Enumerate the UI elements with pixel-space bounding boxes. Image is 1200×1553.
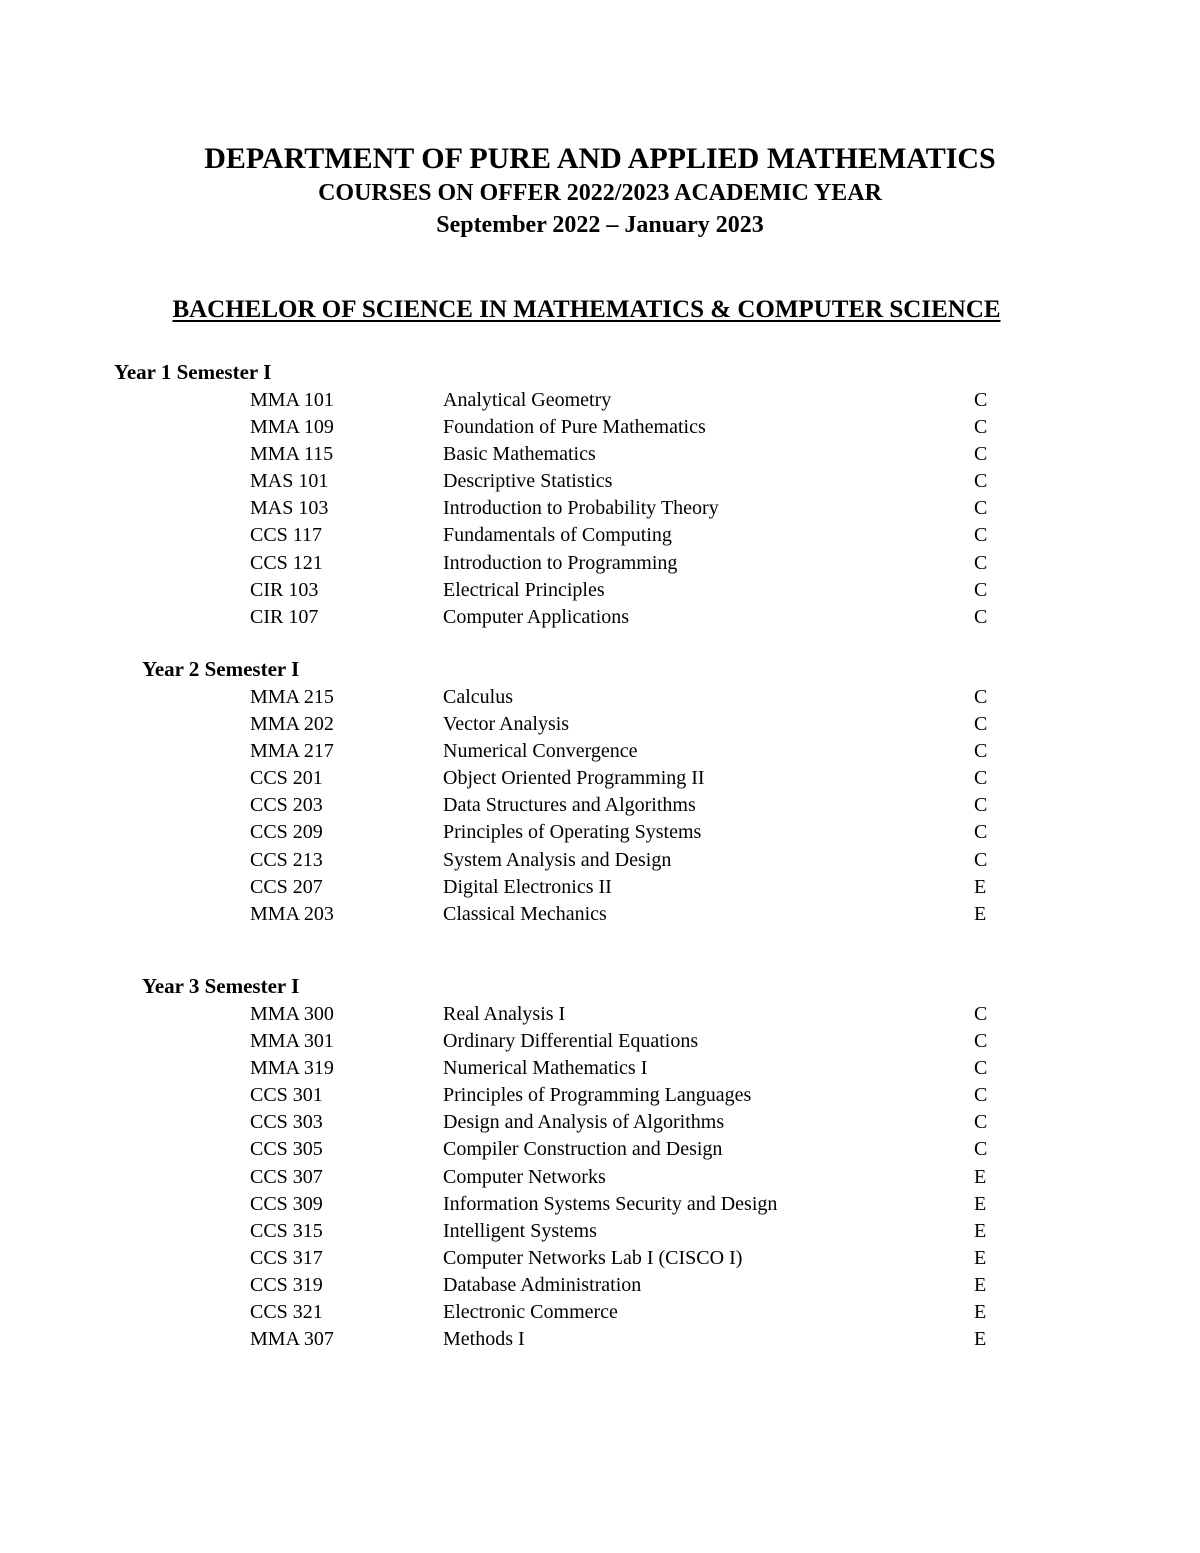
course-title: Foundation of Pure Mathematics (443, 416, 706, 439)
course-row (0, 1082, 1200, 1109)
course-type: C (974, 443, 988, 466)
course-row (0, 604, 1200, 631)
course-type: C (974, 794, 988, 817)
semester-heading: Year 1 Semester I (114, 360, 272, 384)
course-title: Design and Analysis of Algorithms (443, 1111, 725, 1134)
course-title: Computer Networks (443, 1165, 606, 1188)
academic-period: September 2022 – January 2023 (436, 212, 764, 238)
course-code: MMA 202 (250, 713, 334, 736)
course-row (0, 1299, 1200, 1326)
semester-heading: Year 2 Semester I (142, 657, 300, 681)
course-type: E (974, 1301, 987, 1324)
course-title: Introduction to Probability Theory (443, 497, 719, 520)
course-row (0, 1109, 1200, 1136)
course-title: Compiler Construction and Design (443, 1138, 723, 1161)
course-title: Basic Mathematics (443, 443, 596, 466)
course-row (0, 1028, 1200, 1055)
course-list (0, 387, 1200, 631)
course-row (0, 414, 1200, 441)
course-type: C (974, 1003, 988, 1025)
course-type: C (974, 740, 988, 763)
course-type: C (974, 551, 988, 574)
course-code: CCS 207 (250, 875, 323, 898)
course-type: E (974, 1192, 987, 1215)
course-code: MAS 103 (250, 497, 329, 520)
course-row (0, 1164, 1200, 1191)
course-code: CCS 117 (250, 524, 323, 547)
semester-heading: Year 3 Semester I (142, 974, 300, 998)
course-row (0, 522, 1200, 549)
course-title: Vector Analysis (443, 713, 570, 736)
course-code: CCS 319 (250, 1273, 323, 1296)
course-type: E (974, 1273, 987, 1296)
course-title: Object Oriented Programming II (443, 767, 705, 790)
course-code: MMA 203 (250, 902, 334, 925)
course-type: E (974, 1328, 987, 1351)
courses-on-offer-subtitle: COURSES ON OFFER 2022/2023 ACADEMIC YEAR (318, 180, 882, 206)
course-row (0, 1245, 1200, 1272)
course-title: Fundamentals of Computing (443, 524, 672, 547)
course-title: Real Analysis I (443, 1003, 566, 1025)
course-title: Database Administration (443, 1273, 642, 1296)
course-title: Intelligent Systems (443, 1219, 597, 1242)
course-type: C (974, 1138, 988, 1161)
course-code: CCS 203 (250, 794, 323, 817)
course-row (0, 1326, 1200, 1353)
course-row (0, 1001, 1200, 1028)
course-title: Electrical Principles (443, 578, 605, 601)
course-row (0, 495, 1200, 522)
course-row (0, 765, 1200, 792)
course-title: Introduction to Programming (443, 551, 678, 574)
course-row (0, 874, 1200, 901)
course-code: CCS 315 (250, 1219, 323, 1242)
course-title: Information Systems Security and Design (443, 1192, 778, 1215)
course-row (0, 387, 1200, 414)
course-row (0, 441, 1200, 468)
course-title: Principles of Programming Languages (443, 1084, 752, 1107)
course-type: C (974, 821, 988, 844)
course-row (0, 819, 1200, 846)
course-row (0, 1191, 1200, 1218)
course-code: MMA 101 (250, 389, 334, 411)
course-type: E (974, 1165, 987, 1188)
course-title: Computer Networks Lab I (CISCO I) (443, 1246, 743, 1269)
course-code: CIR 107 (250, 605, 319, 628)
course-code: CCS 121 (250, 551, 323, 574)
course-code: MAS 101 (250, 470, 329, 493)
course-title: Electronic Commerce (443, 1301, 618, 1324)
course-code: CCS 301 (250, 1084, 323, 1107)
course-type: C (974, 389, 988, 411)
course-type: C (974, 767, 988, 790)
course-type: C (974, 605, 988, 628)
course-code: MMA 300 (250, 1003, 334, 1025)
course-code: CCS 305 (250, 1138, 323, 1161)
course-title: Principles of Operating Systems (443, 821, 702, 844)
course-row (0, 577, 1200, 604)
course-code: CCS 317 (250, 1246, 323, 1269)
course-type: C (974, 497, 988, 520)
course-row (0, 847, 1200, 874)
course-row (0, 1136, 1200, 1163)
course-code: CCS 201 (250, 767, 323, 790)
course-title: Methods I (443, 1328, 525, 1351)
course-title: Data Structures and Algorithms (443, 794, 696, 817)
course-row (0, 901, 1200, 928)
course-code: MMA 115 (250, 443, 334, 466)
course-type: C (974, 524, 988, 547)
course-code: MMA 215 (250, 686, 334, 708)
course-title: Numerical Convergence (443, 740, 638, 763)
course-row (0, 468, 1200, 495)
course-title: Ordinary Differential Equations (443, 1030, 699, 1053)
course-row (0, 711, 1200, 738)
course-title: Digital Electronics II (443, 875, 612, 898)
course-code: CCS 307 (250, 1165, 323, 1188)
course-code: MMA 307 (250, 1328, 334, 1351)
course-type: C (974, 416, 988, 439)
course-code: CCS 309 (250, 1192, 323, 1215)
course-type: E (974, 1246, 987, 1269)
course-type: C (974, 1030, 988, 1053)
course-type: C (974, 470, 988, 493)
course-code: CCS 321 (250, 1301, 323, 1324)
course-title: Numerical Mathematics I (443, 1057, 648, 1080)
course-row (0, 1055, 1200, 1082)
course-row (0, 1272, 1200, 1299)
course-code: MMA 301 (250, 1030, 334, 1053)
course-code: CCS 209 (250, 821, 323, 844)
course-list (0, 1001, 1200, 1353)
course-type: C (974, 1111, 988, 1134)
course-title: System Analysis and Design (443, 848, 672, 871)
program-title: BACHELOR OF SCIENCE IN MATHEMATICS & COMPUTER SCIENCE (172, 296, 1001, 323)
course-list (0, 684, 1200, 928)
course-type: C (974, 1084, 988, 1107)
course-title: Classical Mechanics (443, 902, 607, 925)
course-type: E (974, 902, 987, 925)
course-type: E (974, 875, 987, 898)
course-code: MMA 109 (250, 416, 334, 439)
course-code: CCS 303 (250, 1111, 323, 1134)
course-title: Computer Applications (443, 605, 630, 628)
course-type: C (974, 578, 988, 601)
course-type: C (974, 713, 988, 736)
department-title: DEPARTMENT OF PURE AND APPLIED MATHEMATICS (204, 142, 996, 175)
course-type: C (974, 1057, 988, 1080)
course-title: Analytical Geometry (443, 389, 612, 411)
course-row (0, 550, 1200, 577)
course-row (0, 1218, 1200, 1245)
course-code: MMA 319 (250, 1057, 334, 1080)
course-code: CIR 103 (250, 578, 319, 601)
course-type: C (974, 686, 988, 708)
course-row (0, 684, 1200, 711)
course-title: Descriptive Statistics (443, 470, 613, 493)
course-type: E (974, 1219, 987, 1242)
course-type: C (974, 848, 988, 871)
course-code: CCS 213 (250, 848, 323, 871)
course-row (0, 738, 1200, 765)
course-code: MMA 217 (250, 740, 334, 763)
course-title: Calculus (443, 686, 513, 708)
course-row (0, 792, 1200, 819)
